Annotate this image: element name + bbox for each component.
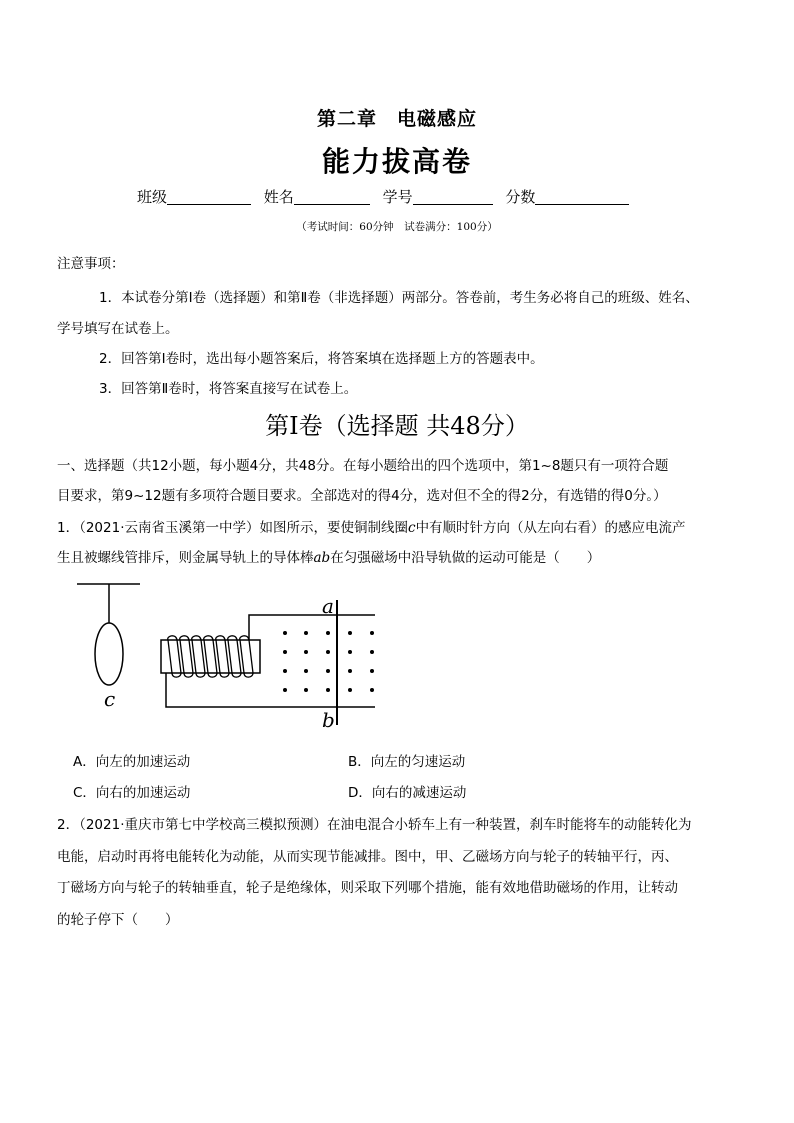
exam-meta: （考试时间：60分钟 试卷满分：100分） [296,221,498,233]
field-dot [348,669,352,673]
question-2-line3: 丁磁场方向与轮子的转轴垂直，轮子是绝缘体，则采取下列哪个措施，能有效地借助磁场的作用，让转动 [57,880,678,896]
note-item-2: 2．回答第Ⅰ卷时，选出每小题答案后，将答案填在选择题上方的答题表中。 [99,351,544,367]
question-1-line2 [57,546,600,566]
field-dot [326,631,330,635]
field-dot [348,631,352,635]
field-dot [283,631,287,635]
score-label: 分数 [505,188,536,206]
question-1-line1 [57,516,686,536]
field-dot [326,669,330,673]
note-item-1-line1: 1．本试卷分第Ⅰ卷（选择题）和第Ⅱ卷（非选择题）两部分。答卷前，考生务必将自己的班级、姓名、 [99,290,699,306]
rod-label-b: b [322,708,335,732]
option-d[interactable]: D．向右的减速运动 [348,785,467,801]
field-dot [326,688,330,692]
field-dot [304,669,308,673]
chapter-title: 第二章 电磁感应 [316,108,477,130]
field-dot [370,688,374,692]
coil-variable: c [408,520,416,536]
field-dot [370,631,374,635]
section-instructions-line2: 目要求，第9~12题有多项符合题目要求。全部选对的得4分，选对但不全的得2分，有选错的得0分。） [57,488,667,504]
name-label: 姓名 [263,188,294,206]
section-title: 第Ⅰ卷（选择题 共48分） [265,412,529,440]
exam-title: 能力拔高卷 [321,145,472,178]
rod-label-a: a [322,594,334,618]
field-dot [304,631,308,635]
question-1-figure [60,570,390,740]
score-field[interactable] [535,189,629,205]
question-2-line2: 电能，启动时再将电能转化为动能，从而实现节能减排。图中，甲、乙磁场方向与轮子的转轴平行，丙、 [57,849,678,865]
field-dot [304,650,308,654]
question-1-line1-suffix: 中有顺时针方向（从左向右看）的感应电流产 [415,520,686,536]
section-instructions-line1: 一、选择题（共12小题，每小题4分，共48分。在每小题给出的四个选项中，第1~8题只有一项符合题 [57,458,669,474]
question-1-line2-suffix: 在匀强磁场中沿导轨做的运动可能是（ ） [330,550,601,566]
magnetic-field-dots [283,631,374,692]
field-dot [348,650,352,654]
option-b[interactable]: B．向左的匀速运动 [348,754,466,770]
name-field[interactable] [294,189,370,205]
student-info-row [137,186,637,207]
coil-label: c [104,687,116,711]
field-dot [370,650,374,654]
solenoid-core [161,640,260,673]
field-dot [370,669,374,673]
field-dot [326,650,330,654]
rod-variable: ab [313,550,331,566]
student-id-field[interactable] [413,189,493,205]
question-2-line1: 2．（2021·重庆市第七中学校高三模拟预测）在油电混合小轿车上有一种装置，刹车时能将车的动能转化为 [57,817,692,833]
class-field[interactable] [167,189,251,205]
bottom-rail [166,673,375,707]
note-item-1-line2: 学号填写在试卷上。 [57,321,179,337]
question-2-line4: 的轮子停下（ ） [57,912,179,928]
field-dot [348,688,352,692]
field-dot [283,650,287,654]
notes-heading: 注意事项： [57,256,125,272]
field-dot [304,688,308,692]
note-item-3: 3．回答第Ⅱ卷时，将答案直接写在试卷上。 [99,381,358,397]
student-id-label: 学号 [382,188,413,206]
field-dot [283,688,287,692]
question-1-line1-prefix: 1．（2021·云南省玉溪第一中学）如图所示，要使铜制线圈 [57,520,408,536]
option-c[interactable]: C．向右的加速运动 [73,785,191,801]
question-1-line2-prefix: 生且被螺线管排斥，则金属导轨上的导体棒 [57,550,314,566]
class-label: 班级 [137,188,168,206]
top-rail [249,615,375,640]
option-a[interactable]: A．向左的加速运动 [73,754,191,770]
field-dot [283,669,287,673]
copper-coil [95,623,123,685]
